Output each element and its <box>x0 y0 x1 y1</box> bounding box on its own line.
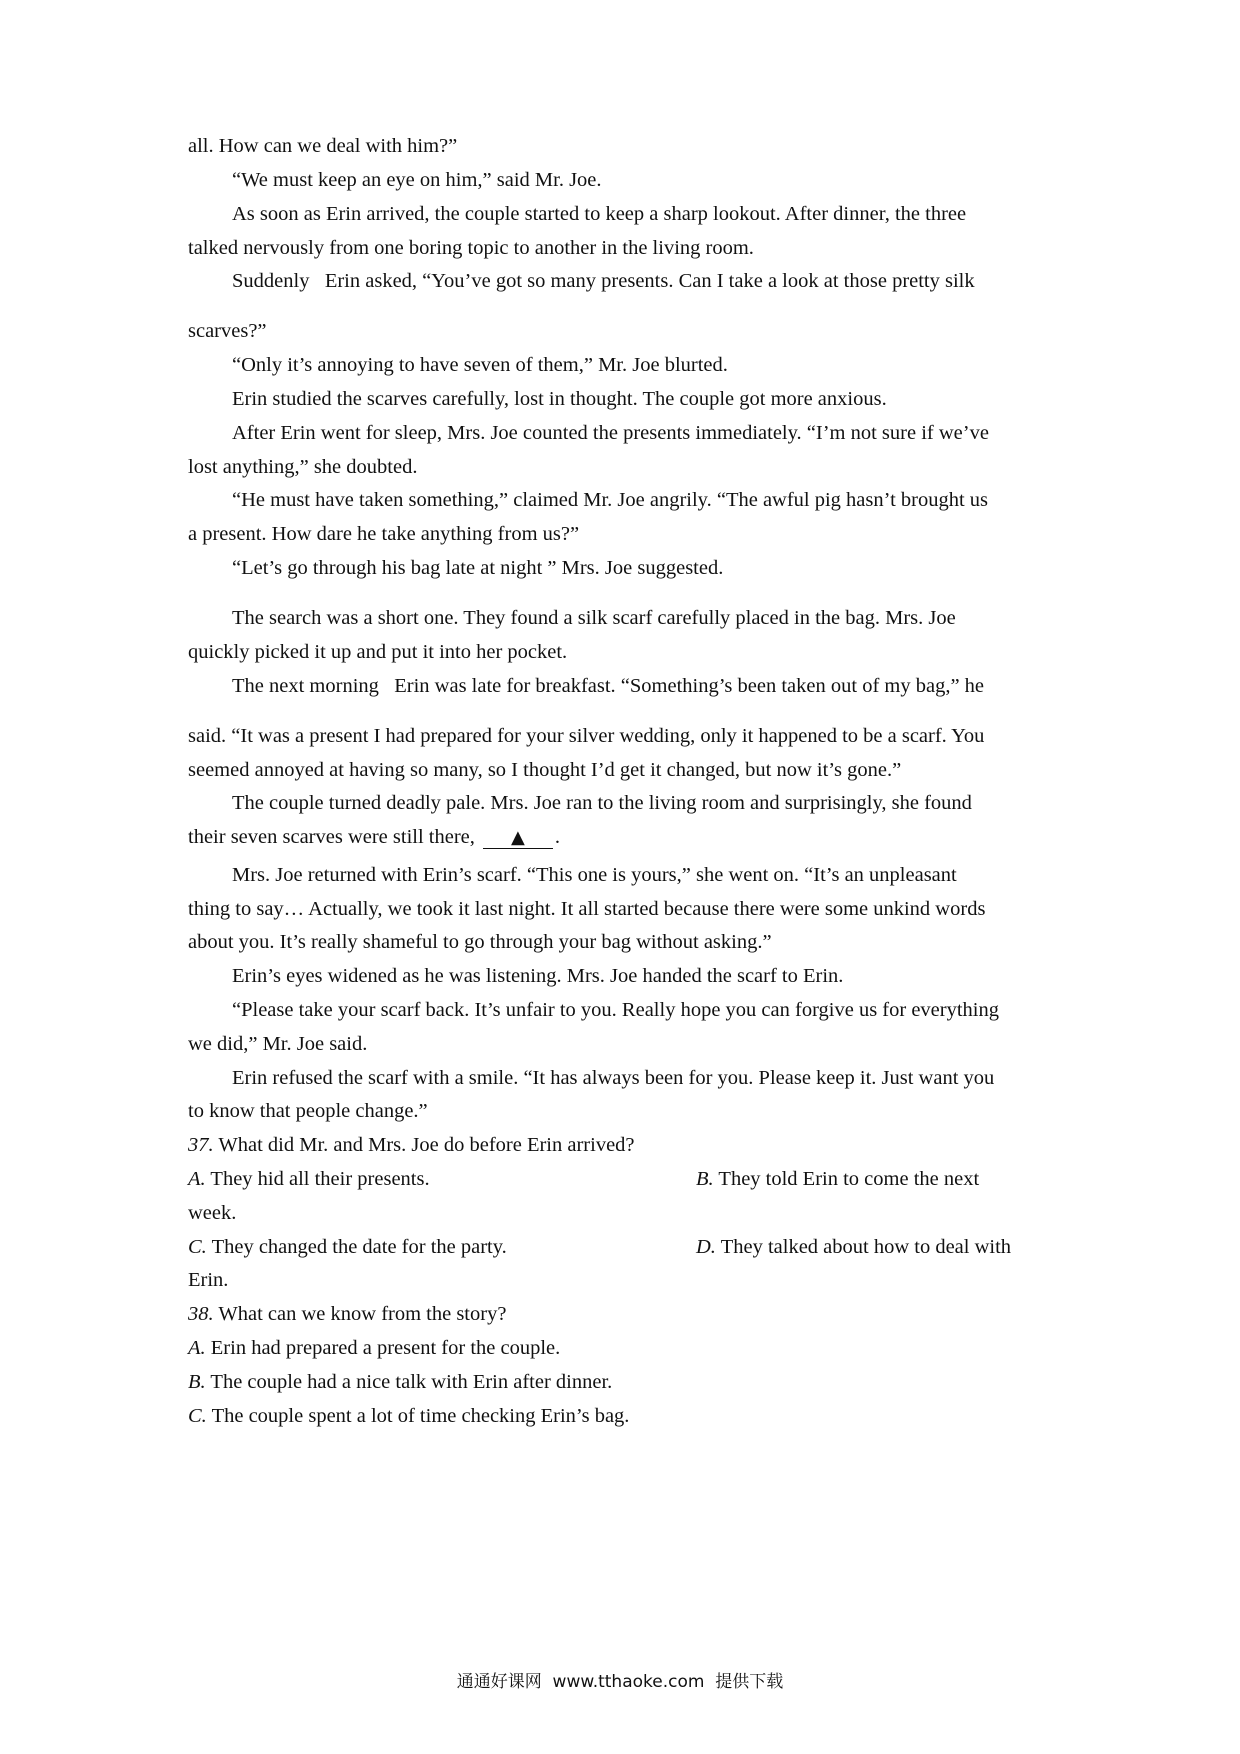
document-page <box>188 0 1068 1754</box>
question-text: What did Mr. and Mrs. Joe do before Erin arrived? <box>218 1134 635 1156</box>
passage-line: talked nervously from one boring topic to another in the living room. <box>188 237 754 259</box>
option-a <box>188 1166 430 1192</box>
option-text: They hid all their presents. <box>210 1168 430 1190</box>
passage-line: scarves?” <box>188 320 267 342</box>
option-text: The couple spent a lot of time checking Erin’s bag. <box>211 1405 630 1427</box>
option-text: They talked about how to deal with <box>720 1236 1012 1258</box>
passage-line: all. How can we deal with him?” <box>188 135 458 157</box>
option-b <box>188 1369 612 1395</box>
passage-line: “We must keep an eye on him,” said Mr. Joe. <box>232 169 602 191</box>
question-number: 37. <box>188 1134 214 1156</box>
passage-line: quickly picked it up and put it into her pocket. <box>188 641 568 663</box>
option-text: They told Erin to come the next <box>718 1168 980 1190</box>
passage-line: we did,” Mr. Joe said. <box>188 1033 368 1055</box>
passage-line: After Erin went for sleep, Mrs. Joe counted the presents immediately. “I’m not sure if we’ve <box>232 422 989 444</box>
passage-line: “Let’s go through his bag late at night ” Mrs. Joe suggested. <box>232 557 724 579</box>
passage-line: The couple turned deadly pale. Mrs. Joe ran to the living room and surprisingly, she found <box>232 792 972 814</box>
passage-line: “Please take your scarf back. It’s unfair to you. Really hope you can forgive us for everything <box>232 999 999 1021</box>
passage-line: Suddenly Erin asked, “You’ve got so many presents. Can I take a look at those pretty silk <box>232 270 975 292</box>
passage-line: Mrs. Joe returned with Erin’s scarf. “This one is yours,” she went on. “It’s an unpleasant <box>232 864 957 886</box>
option-b-continued: week. <box>188 1202 237 1224</box>
option-d <box>696 1234 1011 1260</box>
passage-line: to know that people change.” <box>188 1100 428 1122</box>
question-text: What can we know from the story? <box>218 1303 507 1325</box>
option-letter: C. <box>188 1405 207 1427</box>
passage-line: Erin’s eyes widened as he was listening. Mrs. Joe handed the scarf to Erin. <box>232 965 844 987</box>
passage-line: The next morning Erin was late for breakfast. “Something’s been taken out of my bag,” he <box>232 675 985 697</box>
option-d-continued: Erin. <box>188 1269 229 1291</box>
triangle-marker-icon: ▲ <box>510 827 525 848</box>
option-letter: A. <box>188 1337 206 1359</box>
passage-text: their seven scarves were still there, <box>188 826 475 848</box>
passage-line: thing to say… Actually, we took it last night. It all started because there were some unkind words <box>188 898 986 920</box>
question-number: 38. <box>188 1303 214 1325</box>
passage-line: “He must have taken something,” claimed Mr. Joe angrily. “The awful pig hasn’t brought us <box>232 489 989 511</box>
option-c <box>188 1234 507 1260</box>
option-b <box>696 1166 979 1192</box>
page-footer: 通通好课网 www.tthaoke.com 提供下载 <box>456 1672 784 1692</box>
option-a <box>188 1335 560 1361</box>
passage-line: Erin refused the scarf with a smile. “It has always been for you. Please keep it. Just want you <box>232 1067 995 1089</box>
question-37 <box>188 1132 635 1158</box>
option-text: The couple had a nice talk with Erin after dinner. <box>210 1371 613 1393</box>
question-38 <box>188 1301 506 1327</box>
answer-blank <box>483 827 553 849</box>
passage-line: lost anything,” she doubted. <box>188 456 418 478</box>
passage-line: “Only it’s annoying to have seven of them,” Mr. Joe blurted. <box>232 354 728 376</box>
passage-line: said. “It was a present I had prepared for your silver wedding, only it happened to be a scarf. You <box>188 725 985 747</box>
option-letter: B. <box>188 1371 206 1393</box>
option-letter: D. <box>696 1236 716 1258</box>
option-text: Erin had prepared a present for the couple. <box>210 1337 561 1359</box>
passage-line: a present. How dare he take anything from us?” <box>188 523 580 545</box>
passage-line: seemed annoyed at having so many, so I thought I’d get it changed, but now it’s gone.” <box>188 759 902 781</box>
option-letter: C. <box>188 1236 207 1258</box>
passage-line: As soon as Erin arrived, the couple started to keep a sharp lookout. After dinner, the three <box>232 203 967 225</box>
period: . <box>554 826 561 848</box>
passage-line-with-blank <box>188 824 560 850</box>
passage-line: The search was a short one. They found a silk scarf carefully placed in the bag. Mrs. Joe <box>232 607 956 629</box>
option-letter: B. <box>696 1168 714 1190</box>
option-text: They changed the date for the party. <box>211 1236 507 1258</box>
option-c <box>188 1403 629 1429</box>
passage-line: Erin studied the scarves carefully, lost in thought. The couple got more anxious. <box>232 388 887 410</box>
option-letter: A. <box>188 1168 206 1190</box>
passage-line: about you. It’s really shameful to go through your bag without asking.” <box>188 931 772 953</box>
